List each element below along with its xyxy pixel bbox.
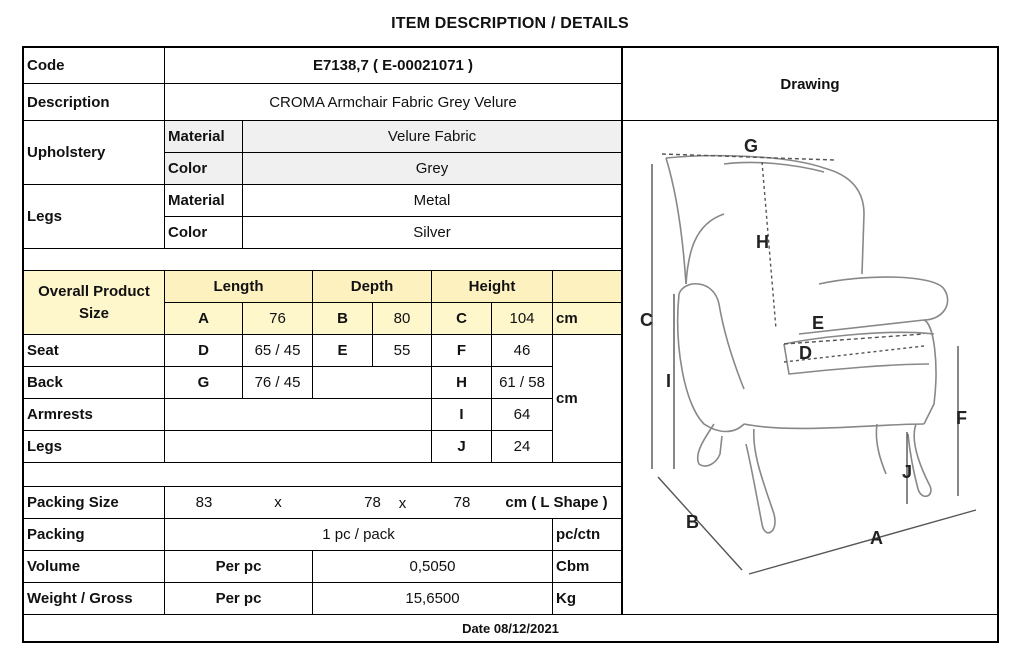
dim-j-value: 24	[492, 431, 553, 463]
drawing-letter-i: I	[666, 371, 672, 391]
legs-material-label: Material	[165, 185, 243, 217]
page-title: ITEM DESCRIPTION / DETAILS	[391, 15, 629, 32]
dim-d-label: D	[165, 335, 243, 367]
upholstery-color-value: Grey	[243, 153, 622, 185]
drawing-letter-g: G	[744, 136, 759, 156]
dim-e-value: 55	[373, 335, 432, 367]
code-value: E7138,7 ( E-00021071 )	[165, 48, 622, 84]
upholstery-color-label: Color	[165, 153, 243, 185]
dim-h-label: H	[432, 367, 492, 399]
drawing-letter-j: J	[902, 462, 913, 482]
back-depth-blank	[313, 367, 432, 399]
back-label: Back	[24, 367, 165, 399]
packing-value: 1 pc / pack	[165, 519, 553, 551]
dim-d-value: 65 / 45	[243, 335, 313, 367]
drawing-letter-f: F	[956, 408, 967, 428]
drawing-letter-h: H	[756, 232, 769, 252]
depth-header: Depth	[313, 271, 432, 303]
packing-size-label: Packing Size	[24, 487, 165, 519]
volume-label: Volume	[24, 551, 165, 583]
legs-dim-blank	[165, 431, 432, 463]
armrests-blank	[165, 399, 432, 431]
dim-a-value: 76	[243, 303, 313, 335]
armrests-label: Armrests	[24, 399, 165, 431]
spacer-row-2	[24, 463, 622, 487]
upholstery-material-value: Velure Fabric	[243, 121, 622, 153]
weight-per: Per pc	[165, 583, 313, 615]
volume-per: Per pc	[165, 551, 313, 583]
seat-label: Seat	[24, 335, 165, 367]
dim-g-value: 76 / 45	[243, 367, 313, 399]
dim-h-value: 61 / 58	[492, 367, 553, 399]
packing-label: Packing	[24, 519, 165, 551]
drawing-letter-c: C	[640, 310, 653, 330]
volume-unit: Cbm	[553, 551, 622, 583]
dim-a-label: A	[165, 303, 243, 335]
packing-unit: pc/ctn	[553, 519, 622, 551]
packing-height: 78	[432, 487, 492, 519]
legs-color-label: Color	[165, 217, 243, 249]
legs-label: Legs	[24, 185, 165, 249]
description-value: CROMA Armchair Fabric Grey Velure	[165, 84, 622, 121]
dim-i-label: I	[432, 399, 492, 431]
drawing-letter-b: B	[686, 512, 699, 532]
packing-x1: x	[243, 487, 313, 519]
dim-j-label: J	[432, 431, 492, 463]
code-label: Code	[24, 48, 165, 84]
legs-color-value: Silver	[243, 217, 622, 249]
dim-c-value: 104	[492, 303, 553, 335]
packing-x2: x	[398, 494, 407, 512]
legs-dim-label: Legs	[24, 431, 165, 463]
packing-width: 78	[313, 487, 432, 519]
dim-f-value: 46	[492, 335, 553, 367]
dim-b-label: B	[313, 303, 373, 335]
dim-c-label: C	[432, 303, 492, 335]
drawing-letter-e: E	[812, 313, 825, 333]
armchair-drawing	[624, 124, 994, 610]
footer-date: Date 08/12/2021	[462, 620, 559, 636]
packing-length: 83	[165, 487, 243, 519]
upholstery-label: Upholstery	[24, 121, 165, 185]
drawing-header: Drawing	[622, 48, 997, 121]
description-label: Description	[24, 84, 165, 121]
unit-header-blank	[553, 271, 622, 303]
height-header: Height	[432, 271, 553, 303]
packing-size-unit: cm ( L Shape )	[492, 487, 622, 519]
drawing-letter-d: D	[799, 343, 812, 363]
spacer-row	[24, 249, 622, 271]
dim-f-label: F	[432, 335, 492, 367]
upholstery-material-label: Material	[165, 121, 243, 153]
overall-size-label: Overall Product Size	[24, 271, 165, 335]
dim-e-label: E	[313, 335, 373, 367]
dim-i-value: 64	[492, 399, 553, 431]
legs-material-value: Metal	[243, 185, 622, 217]
dim-g-label: G	[165, 367, 243, 399]
unit-cm-overall: cm	[553, 303, 622, 335]
unit-cm-details: cm	[553, 335, 622, 463]
dim-b-value: 80	[373, 303, 432, 335]
drawing-letter-a: A	[870, 528, 883, 548]
length-header: Length	[165, 271, 313, 303]
volume-value: 0,5050	[313, 551, 553, 583]
weight-label: Weight / Gross	[24, 583, 165, 615]
weight-value: 15,6500	[313, 583, 553, 615]
weight-unit: Kg	[553, 583, 622, 615]
